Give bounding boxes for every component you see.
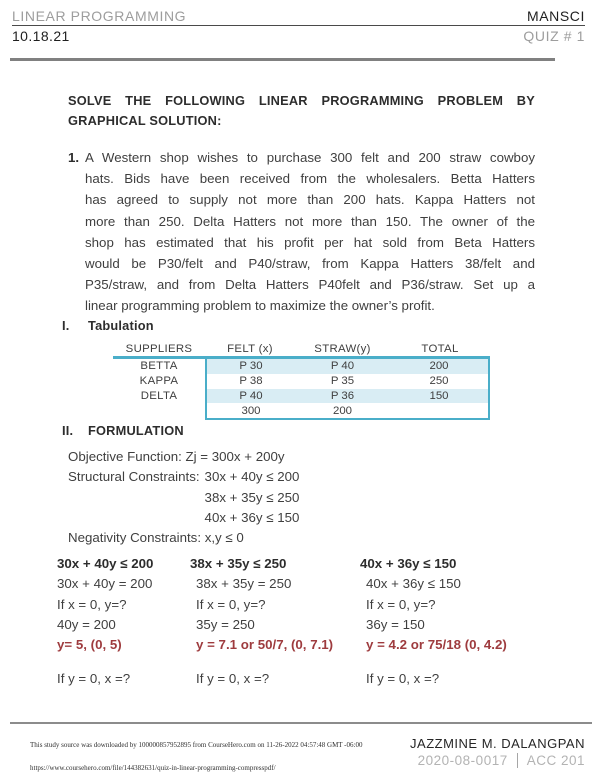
table-row [207,359,488,374]
table-cell-felt: 300 [241,404,261,417]
problem-line: hats. Bids have been received from the wholesalers. Betta Hatters [85,171,535,187]
working-line: 40x + 36y ≤ 150 [366,576,461,592]
problem-number: 1. [68,150,80,165]
table-cell-felt: P 38 [239,375,263,388]
working-result: y= 5, (0, 5) [57,637,122,653]
working-column [190,554,360,690]
problem-line: P35/straw, and from Delta Hatters P40felt and P36/straw. Set up a [85,277,535,293]
problem-line: would be P30/felt and P40/straw, from Kappa Hatters 38/felt and [85,256,535,272]
table-row [207,389,488,404]
table-header-cell: FELT (x) [227,342,273,355]
table-box [205,359,490,420]
section-roman-numeral: I. [62,318,70,333]
student-name: JAZZMINE M. DALANGPAN [410,736,585,751]
table-cell-straw: P 35 [330,375,355,388]
objective-function: Objective Function: Zj = 300x + 200y [68,449,285,464]
working-next-step: If y = 0, x =? [196,671,270,687]
formulation-block [68,447,299,548]
instruction-line: GRAPHICAL SOLUTION: [68,113,222,128]
working-line: 36y = 150 [366,616,425,632]
working-line: 35y = 250 [196,616,255,632]
table-supplier-cell: DELTA [140,389,178,402]
working-line: 30x + 40y = 200 [57,576,153,592]
structural-constraint: 40x + 36y ≤ 150 [204,509,300,525]
working-line: If x = 0, y=? [196,596,266,612]
course-code: ACC 201 [526,753,585,768]
header-top-row [12,8,585,26]
working-title: 40x + 36y ≤ 150 [360,556,457,571]
section-title: Tabulation [88,318,154,333]
working-title: 30x + 40y ≤ 200 [57,556,154,571]
table-cell-felt: P 30 [239,360,263,373]
section-title: FORMULATION [88,423,184,438]
problem-line: linear programming problem to maximize the owner’s profit. [85,298,435,314]
table-supplier-column [113,359,205,420]
table-body [113,359,490,420]
problem-line: shop has estimated that his profit per hat sold from Beta Hatters [85,234,535,250]
download-note: This study source was downloaded by 100000857952895 from CourseHero.com on 11-26-2022 04:57:48 GMT -06:00 [30,741,363,749]
footer-student-info [410,736,585,768]
section-tabulation [62,318,154,333]
table-supplier-cell: BETTA [140,360,178,373]
table-header-cell: TOTAL [421,342,459,355]
working-line: 38x + 35y = 250 [196,576,292,592]
working-result: y = 4.2 or 75/18 (0, 4.2) [366,637,507,653]
section-formulation [62,423,184,438]
workings [57,554,560,690]
working-line: If x = 0, y=? [57,596,127,612]
working-column [57,554,190,690]
table-cell-total: 250 [429,375,449,388]
table-cell-straw: P 36 [330,389,355,402]
subject-title: MANSCI [526,8,585,24]
table-header-row [113,341,490,356]
working-next-step: If y = 0, x =? [366,671,440,687]
student-meta-row [410,753,585,768]
header-bottom-row [12,28,585,44]
problem-line: A Western shop wishes to purchase 300 felt and 200 straw cowboy [85,150,535,165]
structural-label: Structural Constraints: [68,469,200,485]
table-cell-felt: P 40 [239,389,263,402]
footer-divider [10,722,592,724]
section-roman-numeral: II. [62,423,74,438]
instruction-line: SOLVE THE FOLLOWING LINEAR PROGRAMMING PROBLEM BY [68,93,535,108]
header-divider [10,58,555,61]
working-title: 38x + 35y ≤ 250 [190,556,287,571]
table-row [207,374,488,389]
table-supplier-cell [113,403,205,418]
table-supplier-cell: KAPPA [139,375,179,388]
student-id: 2020-08-0017 [417,753,508,768]
source-url-link[interactable]: https://www.coursehero.com/file/144382631/quiz-in-linear-programming-compresspdf/ [30,764,276,772]
negativity-constraints: Negativity Constraints: x,y ≤ 0 [68,530,244,546]
table-header-cell: STRAW(y) [314,342,371,355]
structural-constraints-row [68,467,299,528]
working-next-step: If y = 0, x =? [57,671,131,687]
quiz-label: QUIZ # 1 [523,28,585,44]
problem-line: more than 250. Delta Hatters not more than 150. The owner of the [85,213,535,229]
structural-constraint: 38x + 35y ≤ 250 [204,489,300,505]
course-title: LINEAR PROGRAMMING [12,8,187,24]
table-cell-total: 150 [429,389,449,402]
tabulation-table [113,341,490,420]
working-line: 40y = 200 [57,616,116,632]
working-result: y = 7.1 or 50/7, (0, 7.1) [196,637,334,653]
footer-source-info [30,741,410,772]
problem-line: has agreed to supply not more than 200 hats. Kappa Hatters not [85,192,535,208]
instruction-heading [68,91,535,131]
meta-divider [517,753,518,768]
problem-item [68,147,535,317]
problem-text [85,147,535,317]
table-cell-straw: 200 [332,404,352,417]
structural-constraint: 30x + 40y ≤ 200 [204,469,300,485]
table-cell-straw: P 40 [330,360,355,373]
working-line: If x = 0, y=? [366,596,436,612]
structural-constraints [205,467,300,528]
page-header [12,8,585,44]
table-row [207,403,488,418]
working-column [360,554,560,690]
table-cell-total: 200 [429,360,449,373]
table-header-cell: SUPPLIERS [125,342,193,355]
document-date: 10.18.21 [12,28,70,44]
